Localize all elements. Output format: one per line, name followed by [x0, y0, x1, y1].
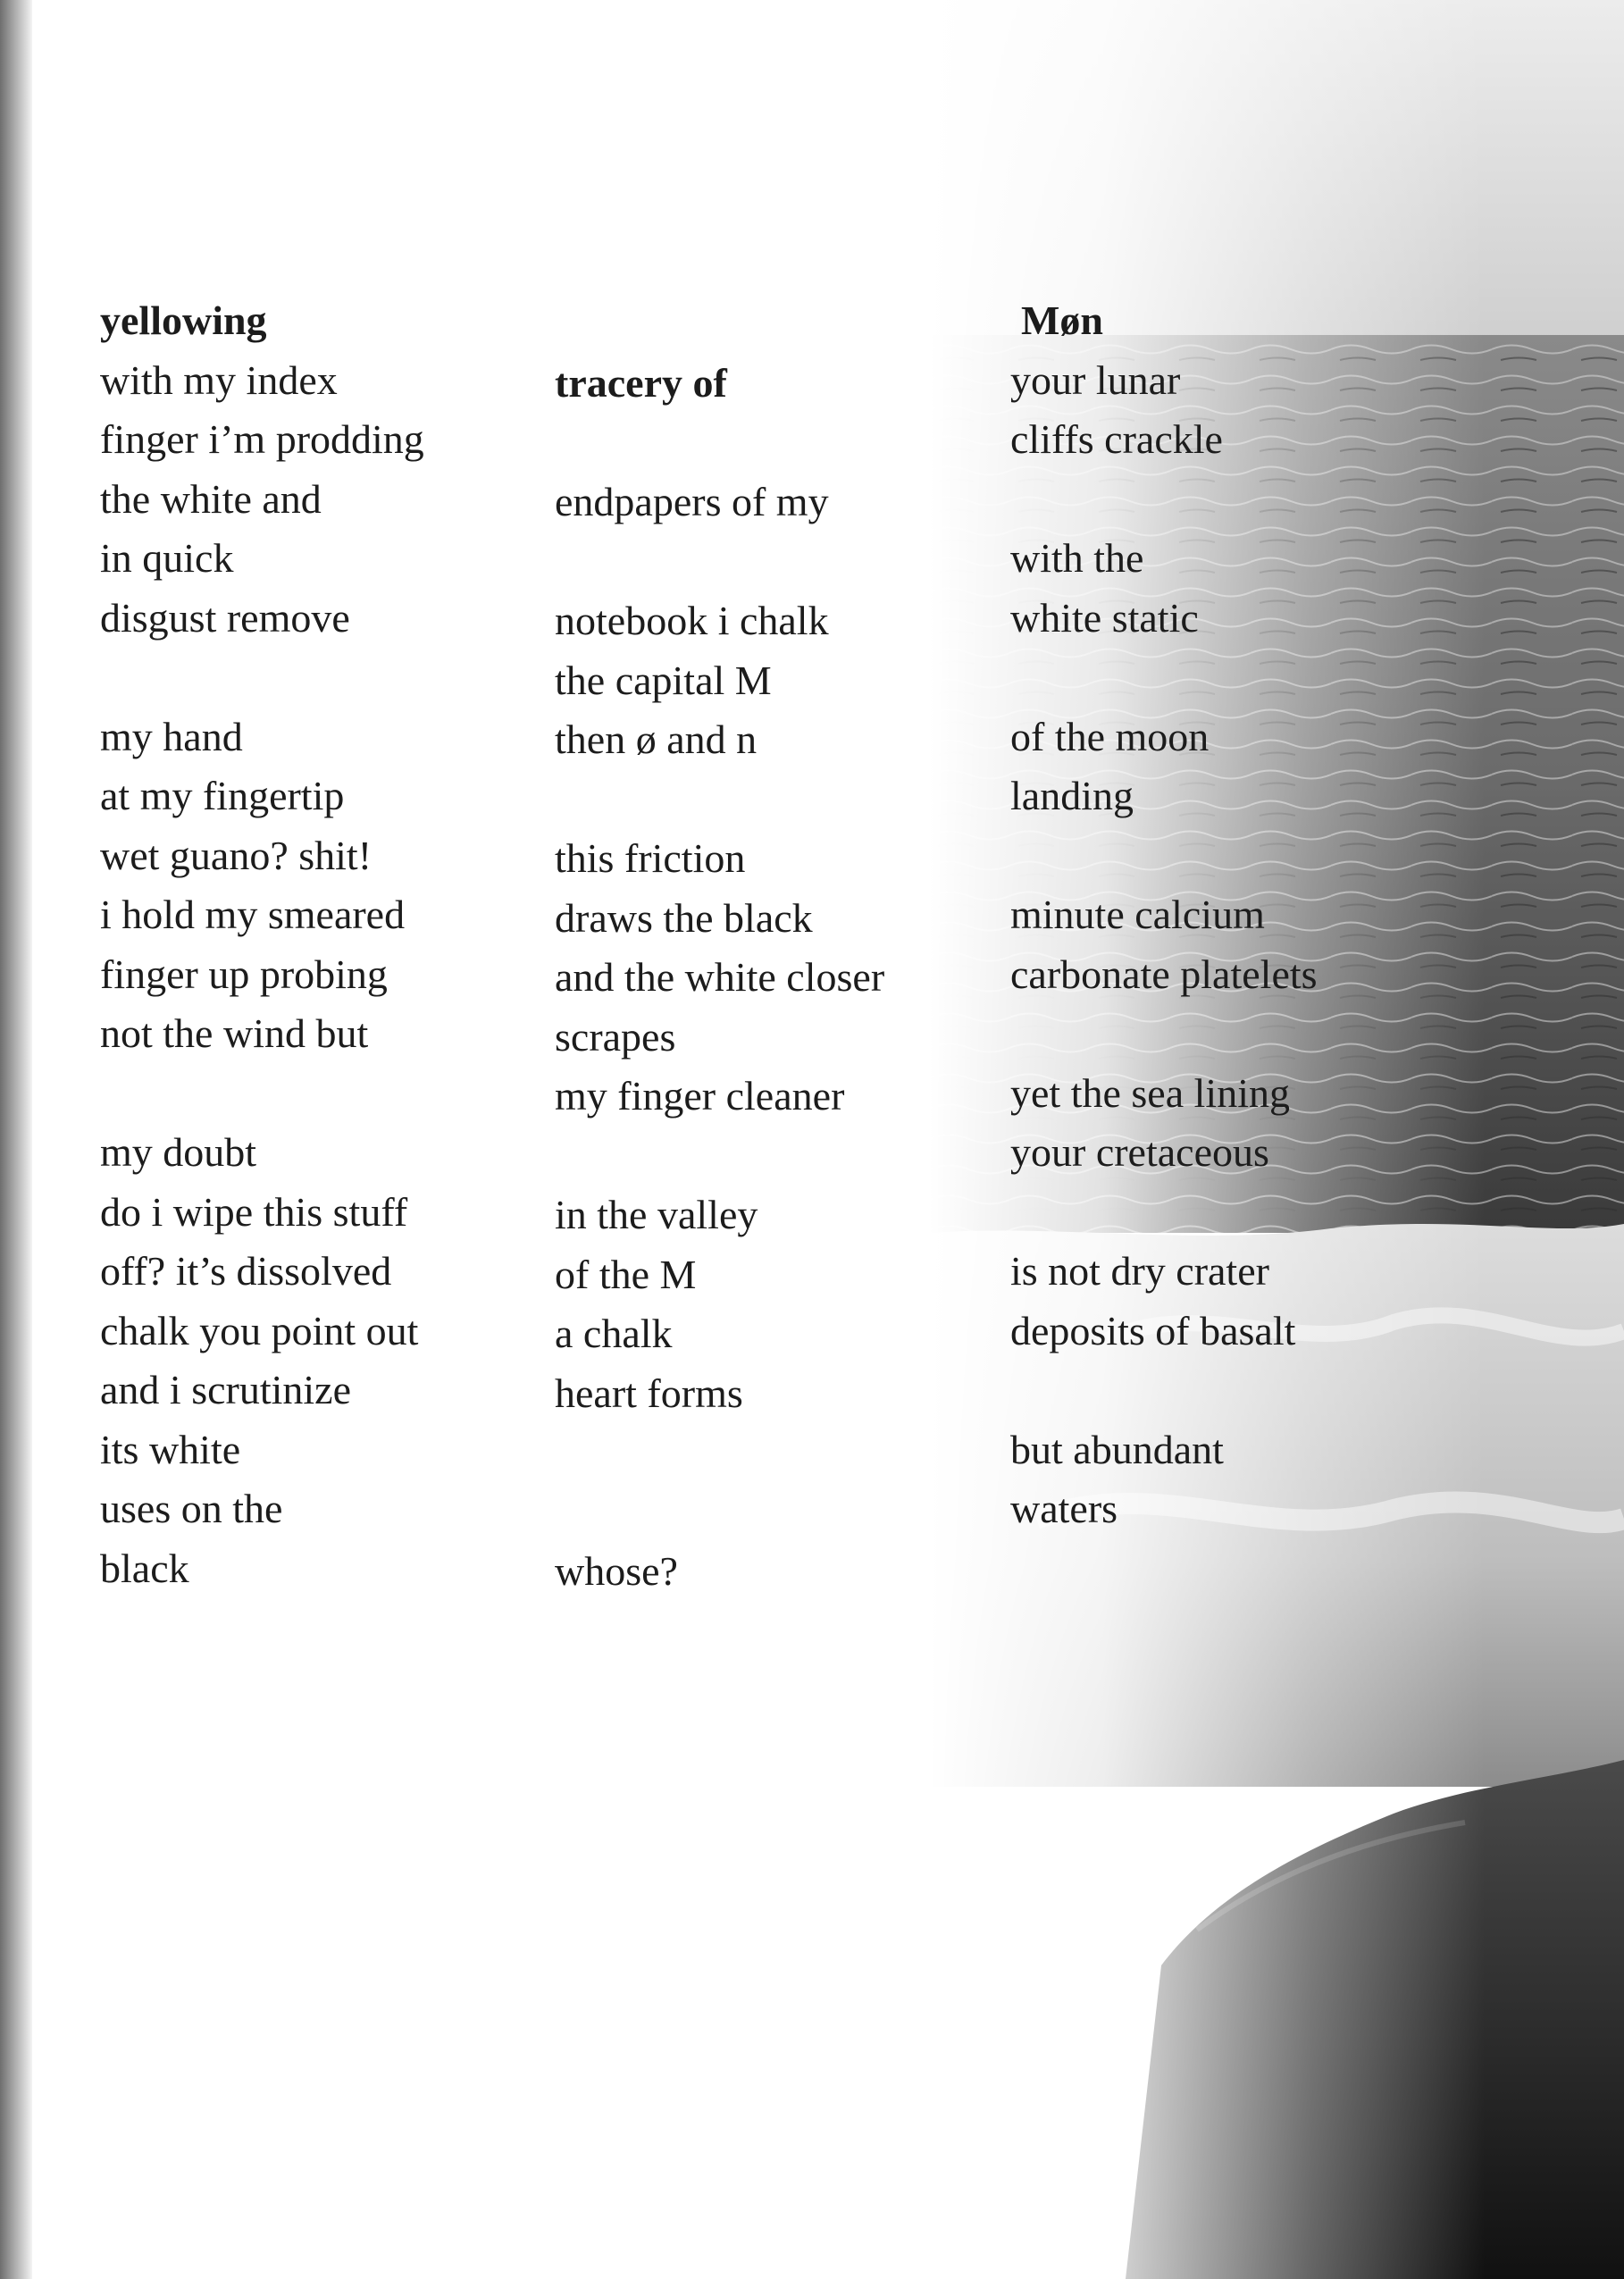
poem-yellowing: [100, 291, 424, 1598]
poem-line: chalk you point out: [100, 1307, 419, 1353]
poem-line: your cretaceous: [1010, 1129, 1269, 1175]
poem-line: the capital M: [555, 657, 772, 703]
poem-line: whose?: [555, 1548, 678, 1594]
poem-line: [555, 532, 884, 592]
poem-line: disgust remove: [100, 594, 350, 641]
poem-title: Møn: [1021, 297, 1103, 343]
poem-line: [1010, 470, 1318, 530]
poem-line: in the valley: [555, 1192, 758, 1237]
poem-line: wet guano? shit!: [100, 832, 373, 878]
poem-line: and i scrutinize: [100, 1367, 352, 1412]
poem-line: endpapers of my: [555, 479, 829, 524]
poem-line: finger i’m prodding: [100, 416, 424, 462]
poem-tracery-of: [555, 354, 884, 1602]
poem-line: off? it’s dissolved: [100, 1248, 392, 1294]
poem-line: my finger cleaner: [555, 1073, 845, 1119]
poem-line: waters: [1010, 1486, 1118, 1531]
poem-line: yet the sea lining: [1010, 1069, 1290, 1116]
poem-line: cliffs crackle: [1010, 416, 1223, 462]
poem-line: [1010, 1183, 1318, 1243]
poem-line: [555, 1483, 884, 1543]
poem-line: black: [100, 1545, 189, 1591]
poem-line: the white and: [100, 475, 322, 522]
poem-title: tracery of: [555, 360, 727, 406]
poem-line: [555, 1127, 884, 1186]
poem-line: [1010, 1361, 1318, 1420]
poem-line: of the moon: [1010, 713, 1210, 759]
poem-line: but abundant: [1010, 1426, 1224, 1472]
poem-line: [100, 1064, 424, 1124]
poem-line: i hold my smeared: [100, 892, 406, 937]
poem-line: do i wipe this stuff: [100, 1188, 408, 1235]
poem-line: a chalk: [555, 1311, 673, 1356]
poem-line: in quick: [100, 535, 234, 581]
poem-mon: [1010, 291, 1318, 1539]
poem-line: your lunar: [1010, 356, 1181, 403]
poem-line: then ø and n: [555, 716, 758, 762]
poem-line: minute calcium: [1010, 892, 1265, 937]
poem-line: white static: [1010, 594, 1199, 641]
poem-line: my hand: [100, 713, 243, 759]
poem-line: its white: [100, 1426, 241, 1472]
poem-line: notebook i chalk: [555, 598, 829, 643]
poem-line: uses on the: [100, 1486, 283, 1531]
poem-line: carbonate platelets: [1010, 951, 1318, 997]
poem-line: is not dry crater: [1010, 1248, 1269, 1294]
poem-line: not the wind but: [100, 1010, 369, 1056]
poem-line: and the white closer: [555, 954, 885, 1000]
poem-line: finger up probing: [100, 951, 388, 997]
poem-line: deposits of basalt: [1010, 1307, 1296, 1353]
poem-line: this friction: [555, 835, 746, 881]
poem-line: my doubt: [100, 1129, 257, 1175]
poem-line: of the M: [555, 1251, 697, 1297]
poem-line: with my index: [100, 356, 338, 403]
poem-line: [1010, 826, 1318, 886]
poem-line: [1010, 1004, 1318, 1064]
poem-line: [555, 1423, 884, 1483]
poem-line: scrapes: [555, 1013, 676, 1060]
poem-line: [1010, 648, 1318, 708]
poem-line: draws the black: [555, 894, 813, 941]
poem-line: [100, 648, 424, 708]
poem-line: heart forms: [555, 1370, 743, 1416]
poem-line: [555, 770, 884, 830]
poem-line: at my fingertip: [100, 773, 345, 818]
page-spine-shadow: [0, 0, 32, 2279]
poem-line: with the: [1010, 535, 1144, 581]
poem-title: yellowing: [100, 297, 267, 343]
poem-line: landing: [1010, 773, 1134, 818]
